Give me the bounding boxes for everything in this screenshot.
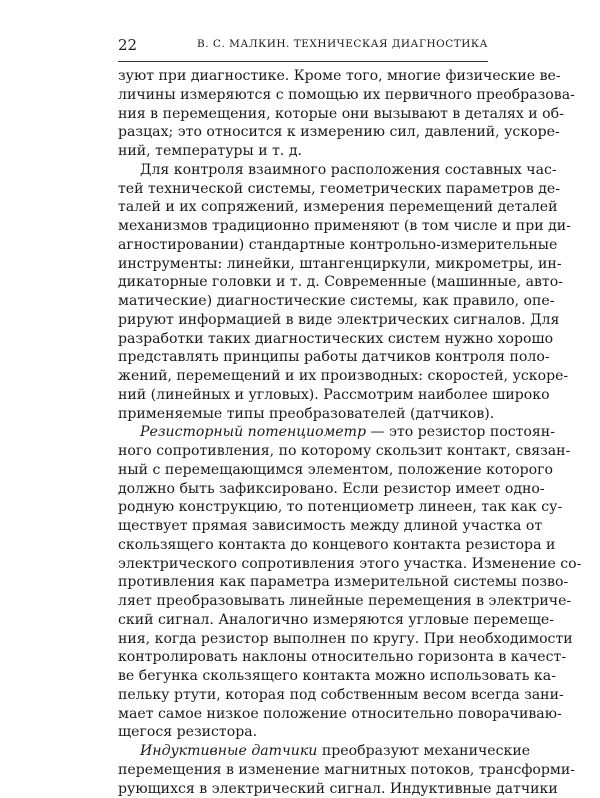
paragraph: [118, 161, 488, 424]
text-line: применяемые типы преобразователей (датчиков).: [118, 405, 488, 424]
italic-term: Индуктивные датчики: [140, 743, 317, 759]
text-run: преобразуют механические: [317, 743, 530, 759]
text-line: ния, когда резистор выполнен по кругу. При необходимости: [118, 630, 488, 649]
text-line: дикаторные головки и т. д. Современные (машинные, авто-: [118, 273, 488, 292]
body-text: [118, 67, 488, 798]
text-line: ний, температуры и т. д.: [118, 142, 488, 161]
text-line: мает самое низкое положение относительно поворачиваю-: [118, 705, 488, 724]
text-line: ный с перемещающимся элементом, положение которого: [118, 461, 488, 480]
text-line: пельку ртути, которая под собственным весом всегда зани-: [118, 686, 488, 705]
page-number: 22: [118, 36, 137, 54]
text-line: инструменты: линейки, штангенциркули, микрометры, ин-: [118, 255, 488, 274]
text-line: талей и их сопряжений, измерения перемещений деталей: [118, 198, 488, 217]
header-rule: [118, 61, 488, 62]
text-line: рующихся в электрический сигнал. Индуктивные датчики: [118, 780, 488, 798]
text-line: разработки таких диагностических систем нужно хорошо: [118, 330, 488, 349]
text-line: перемещения в изменение магнитных потоков, трансформи-: [118, 761, 488, 780]
text-line: родную конструкцию, то потенциометр линеен, так как су-: [118, 498, 488, 517]
text-run: — это резистор постоян-: [366, 424, 555, 440]
running-head: В. С. МАЛКИН. ТЕХНИЧЕСКАЯ ДИАГНОСТИКА: [197, 38, 488, 50]
text-line: противления как параметра измерительной системы позво-: [118, 573, 488, 592]
text-line: агностировании) стандартные контрольно-измерительные: [118, 236, 488, 255]
paragraph: [118, 423, 488, 742]
text-line: щегося резистора.: [118, 723, 488, 742]
text-line: матические) диагностические системы, как правило, опе-: [118, 292, 488, 311]
text-line: электрического сопротивления этого участка. Изменение со-: [118, 555, 488, 574]
text-line: ский сигнал. Аналогично измеряются угловые перемеще-: [118, 611, 488, 630]
text-line: ществует прямая зависимость между длиной участка от: [118, 517, 488, 536]
text-line: ляет преобразовывать линейные перемещения в электриче-: [118, 592, 488, 611]
text-line: [118, 423, 488, 442]
text-line: представлять принципы работы датчиков контроля поло-: [118, 348, 488, 367]
text-line: ного сопротивления, по которому скользит контакт, связан-: [118, 442, 488, 461]
page-header: [118, 36, 488, 58]
paragraph: [118, 742, 488, 798]
text-line: ний (линейных и угловых). Рассмотрим наиболее широко: [118, 386, 488, 405]
text-line: скользящего контакта до концевого контакта резистора и: [118, 536, 488, 555]
text-line: должно быть зафиксировано. Если резистор имеет одно-: [118, 480, 488, 499]
text-line: разцах; это относится к измерению сил, давлений, ускоре-: [118, 123, 488, 142]
text-line: личины измеряются с помощью их первичного преобразова-: [118, 86, 488, 105]
text-line: зуют при диагностике. Кроме того, многие физические ве-: [118, 67, 488, 86]
paragraph: [118, 67, 488, 161]
italic-term: Резисторный потенциометр: [140, 424, 366, 440]
text-line: жений, перемещений и их производных: скоростей, ускоре-: [118, 367, 488, 386]
text-line: [118, 742, 488, 761]
text-line: механизмов традиционно применяют (в том числе и при ди-: [118, 217, 488, 236]
text-line: контролировать наклоны относительно горизонта в качест-: [118, 648, 488, 667]
text-line: тей технической системы, геометрических параметров де-: [118, 180, 488, 199]
text-line: рируют информацией в виде электрических сигналов. Для: [118, 311, 488, 330]
text-line: Для контроля взаимного расположения составных час-: [118, 161, 488, 180]
text-line: ве бегунка скользящего контакта можно использовать ка-: [118, 667, 488, 686]
text-line: ния в перемещения, которые они вызывают в деталях и об-: [118, 105, 488, 124]
